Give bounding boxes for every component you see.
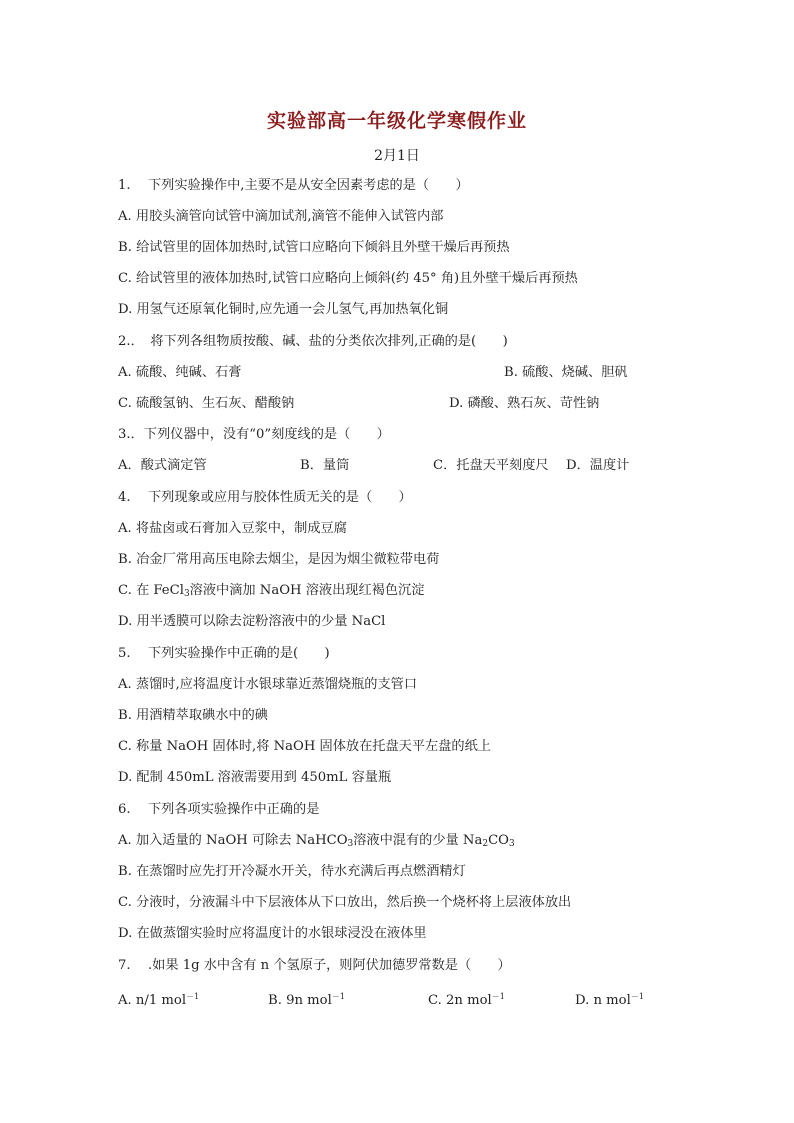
question-2-stem: 2.． 将下列各组物质按酸、碱、盐的分类依次排列,正确的是( ): [118, 334, 508, 349]
question-5-option-d: D. 配制 450mL 溶液需要用到 450mL 容量瓶: [118, 770, 392, 785]
question-4-option-d: D. 用半透膜可以除去淀粉溶液中的少量 NaCl: [118, 614, 386, 629]
question-7-option-d: D. n mol$^{-1}$: [575, 992, 644, 1008]
question-4-option-a: A. 将盐卤或石膏加入豆浆中，制成豆腐: [118, 521, 347, 536]
page-title: 实验部高一年级化学寒假作业: [266, 110, 527, 132]
question-5-option-b: B. 用酒精萃取碘水中的碘: [118, 708, 268, 723]
question-4-stem: 4. 下列现象或应用与胶体性质无关的是（ ）: [118, 490, 412, 505]
question-5-option-c: C. 称量 NaOH 固体时,将 NaOH 固体放在托盘天平左盘的纸上: [118, 739, 491, 754]
question-3-option-b: B．量筒: [300, 458, 350, 473]
date: 2月1日: [374, 148, 420, 164]
question-7-option-a: A. n/1 mol$^{-1}$: [118, 992, 200, 1008]
question-5-stem: 5. 下列实验操作中正确的是( ): [118, 646, 330, 661]
question-1-option-c: C. 给试管里的液体加热时,试管口应略向上倾斜(约 45° 角)且外壁干燥后再预热: [118, 271, 578, 286]
question-2-option-b: B. 硫酸、烧碱、胆矾: [504, 365, 628, 380]
question-3-option-d: D．温度计: [566, 458, 630, 473]
question-6-option-c: C. 分液时，分液漏斗中下层液体从下口放出，然后换一个烧杯将上层液体放出: [118, 895, 572, 910]
question-6-option-d: D. 在做蒸馏实验时应将温度计的水银球浸没在液体里: [118, 926, 427, 941]
question-1-option-d: D. 用氢气还原氧化铜时,应先通一会儿氢气,再加热氧化铜: [118, 302, 449, 317]
question-3-option-a: A．酸式滴定管: [118, 458, 207, 473]
question-1-stem: 1. 下列实验操作中,主要不是从安全因素考虑的是（ ）: [118, 178, 469, 193]
question-5-option-a: A. 蒸馏时,应将温度计水银球靠近蒸馏烧瓶的支管口: [118, 677, 418, 692]
question-7-stem: 7. .如果 1g 水中含有 n 个氢原子，则阿伏加德罗常数是（ ）: [118, 958, 511, 973]
question-4-option-c: C. 在 FeCl$_3$溶液中滴加 NaOH 溶液出现红褐色沉淀: [118, 583, 425, 599]
question-6-option-b: B. 在蒸馏时应先打开冷凝水开关，待水充满后再点燃酒精灯: [118, 864, 466, 879]
question-7-option-c: C. 2n mol$^{-1}$: [428, 992, 505, 1008]
question-1-option-b: B. 给试管里的固体加热时,试管口应略向下倾斜且外壁干燥后再预热: [118, 240, 510, 255]
question-6-stem: 6. 下列各项实验操作中正确的是: [118, 802, 320, 817]
question-2-option-a: A. 硫酸、纯碱、石膏: [118, 365, 242, 380]
question-1-option-a: A. 用胶头滴管向试管中滴加试剂,滴管不能伸入试管内部: [118, 209, 444, 224]
question-3-stem: 3.．下列仪器中，没有“0”刻度线的是（ ）: [118, 427, 390, 442]
question-7-option-b: B. 9n mol$^{-1}$: [268, 992, 345, 1008]
question-4-option-b: B. 冶金厂常用高压电除去烟尘，是因为烟尘微粒带电荷: [118, 552, 440, 567]
question-3-option-c: C．托盘天平刻度尺: [433, 458, 549, 473]
question-6-option-a: A. 加入适量的 NaOH 可除去 NaHCO$_3$溶液中混有的少量 $Na_2CO_3$: [118, 833, 515, 849]
question-2-option-d: D. 磷酸、熟石灰、苛性钠: [449, 396, 600, 411]
question-2-option-c: C. 硫酸氢钠、生石灰、醋酸钠: [118, 396, 295, 411]
